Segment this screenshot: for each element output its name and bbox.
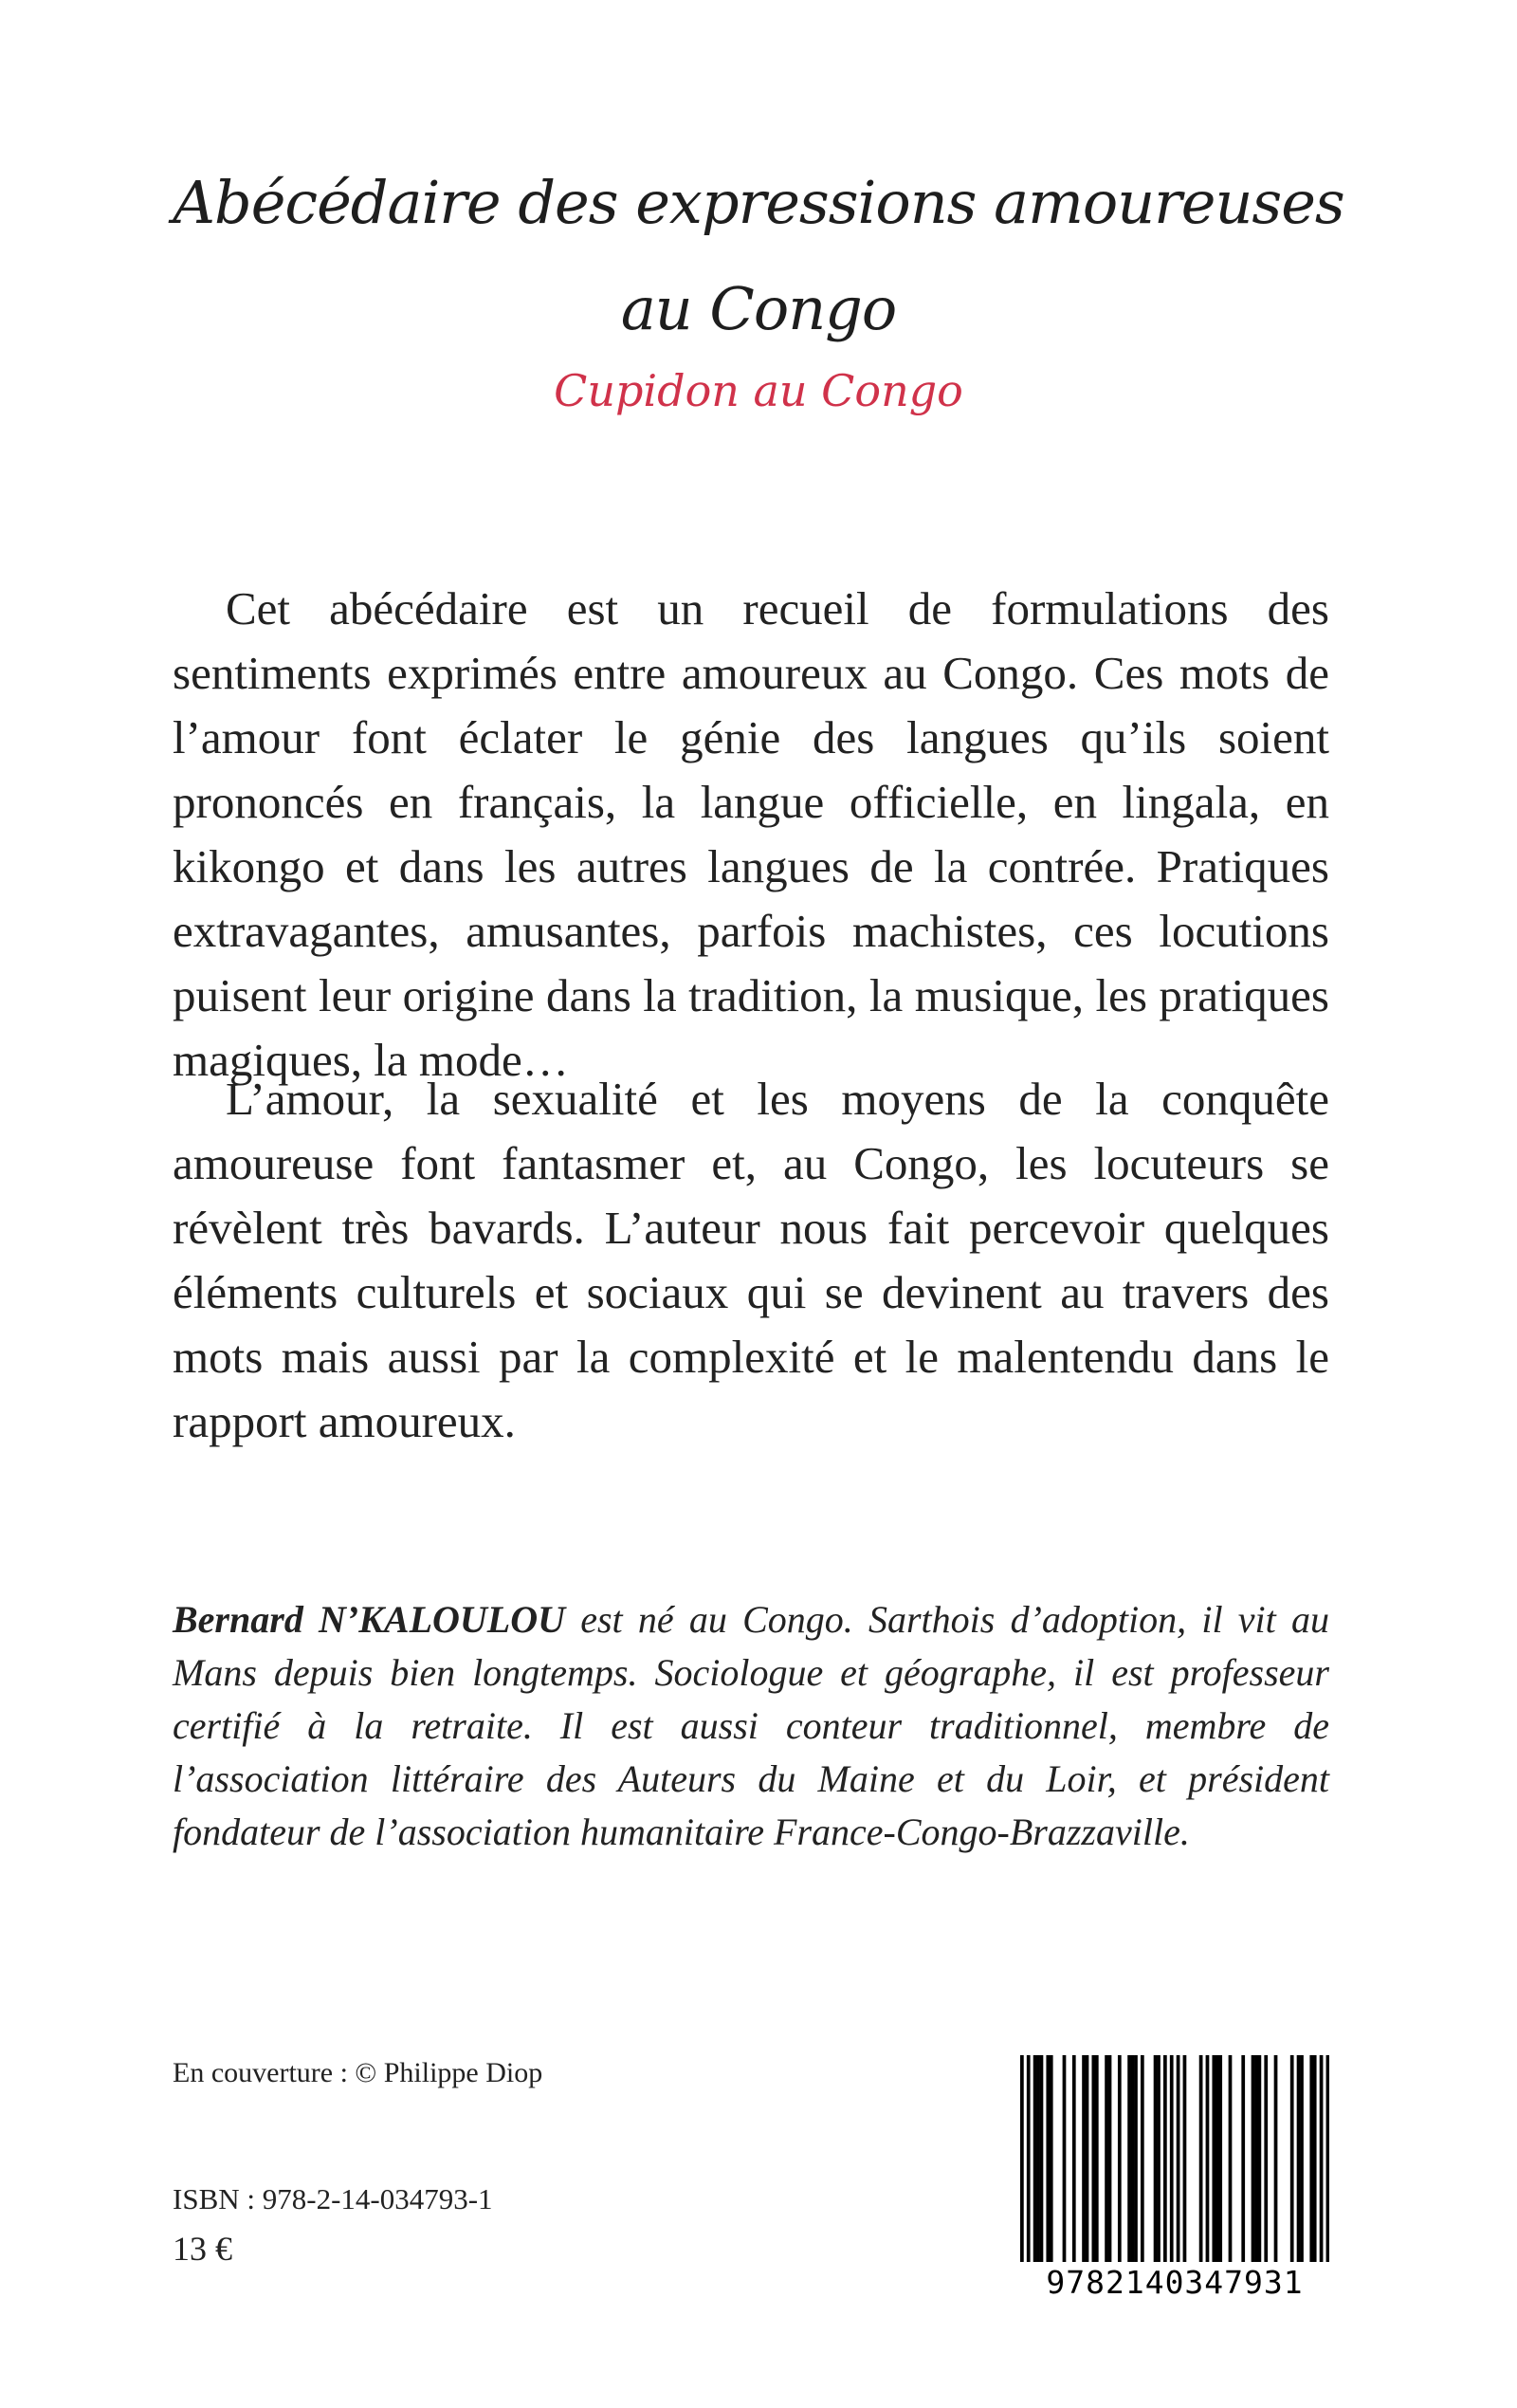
- barcode-bar: [1020, 2055, 1024, 2262]
- summary-paragraph-2: L’amour, la sexualité et les moyens de la conquête amoureuse font fantasmer et, au Congo, les locuteurs se révèlent très bavards. L’auteur nous fait percevoir quelques éléments culturels et sociaux qui se devinent au travers des mots mais aussi par la complexité et le malentendu dans le rapport amoureux.: [173, 1073, 1329, 1447]
- barcode-bar: [1274, 2055, 1278, 2262]
- barcode-bar: [1215, 2055, 1219, 2262]
- barcode-bar: [1108, 2055, 1112, 2262]
- barcode-bar: [1036, 2055, 1040, 2262]
- barcode-bar: [1095, 2055, 1099, 2262]
- barcode-bar: [1252, 2055, 1255, 2262]
- barcode-bar: [1157, 2055, 1161, 2262]
- barcode-bar: [1091, 2055, 1095, 2262]
- barcode-bar: [1131, 2055, 1135, 2262]
- barcode-bar: [1320, 2055, 1324, 2262]
- barcode-bar: [1040, 2055, 1044, 2262]
- barcode-bar: [1082, 2055, 1086, 2262]
- barcode-bar: [1300, 2055, 1304, 2262]
- barcode-bar: [1290, 2055, 1294, 2262]
- barcode: [1020, 2055, 1329, 2302]
- price: 13 €: [173, 2230, 232, 2268]
- barcode-bar: [1050, 2055, 1053, 2262]
- barcode-bar: [1086, 2055, 1089, 2262]
- barcode-bar: [1229, 2055, 1233, 2262]
- barcode-bar: [1313, 2055, 1317, 2262]
- barcode-bar: [1309, 2055, 1313, 2262]
- barcode-bar: [1033, 2055, 1037, 2262]
- author-bio-text: est né au Congo. Sarthois d’adoption, il vit au Mans depuis bien longtemps. Sociologue et géographe, il est professeur certifié à la retraite. Il est aussi conteur traditionnel, membre de l’association littéraire des Auteurs du Maine et du Loir, et président fondateur de l’association humanitaire France-Congo-Brazzaville.: [173, 1598, 1329, 1853]
- barcode-digits: 9782140347931: [1046, 2264, 1304, 2301]
- barcode-bar: [1063, 2055, 1067, 2262]
- author-name: Bernard N’KALOULOU: [173, 1598, 566, 1641]
- barcode-bar: [1118, 2055, 1122, 2262]
- barcode-bar: [1134, 2055, 1138, 2262]
- book-title-line-1: Abécédaire des expressions amoureuses: [173, 168, 1344, 237]
- book-title: [152, 150, 1365, 362]
- barcode-bar: [1297, 2055, 1301, 2262]
- barcode-bar: [1241, 2055, 1245, 2262]
- barcode-bar: [1326, 2055, 1329, 2262]
- isbn: ISBN : 978-2-14-034793-1: [173, 2182, 493, 2215]
- barcode-bar: [1183, 2055, 1187, 2262]
- cover-credit: En couverture : © Philippe Diop: [173, 2057, 543, 2088]
- barcode-bar: [1027, 2055, 1031, 2262]
- barcode-bar: [1170, 2055, 1174, 2262]
- barcode-bar: [1212, 2055, 1215, 2262]
- author-bio: [173, 1593, 1329, 1859]
- barcode-bar: [1258, 2055, 1262, 2262]
- book-title-line-2: au Congo: [620, 274, 897, 343]
- barcode-bar: [1072, 2055, 1076, 2262]
- barcode-bar: [1218, 2055, 1222, 2262]
- barcode-bar: [1206, 2055, 1210, 2262]
- barcode-bar: [1127, 2055, 1131, 2262]
- barcode-bar: [1163, 2055, 1167, 2262]
- barcode-bar: [1264, 2055, 1268, 2262]
- barcode-bar: [1154, 2055, 1158, 2262]
- barcode-bar: [1177, 2055, 1180, 2262]
- barcode-bar: [1254, 2055, 1258, 2262]
- barcode-bar: [1105, 2055, 1108, 2262]
- summary-paragraph-1: Cet abécédaire est un recueil de formulations des sentiments exprimés entre amoureux au Congo. Ces mots de l’amour font éclater le génie des langues qu’ils soient prononcés en français, la langue officielle, en lingala, en kikongo et dans les autres langues de la contrée. Pratiques extravagantes, amusantes, parfois machistes, ces locutions puisent leur origine dans la tradition, la musique, les pratiques magiques, la mode…: [173, 582, 1329, 1086]
- barcode-bar: [1141, 2055, 1144, 2262]
- book-subtitle: Cupidon au Congo: [554, 365, 963, 416]
- barcode-bar: [1199, 2055, 1203, 2262]
- barcode-bars: [1020, 2055, 1329, 2262]
- barcode-bar: [1046, 2055, 1050, 2262]
